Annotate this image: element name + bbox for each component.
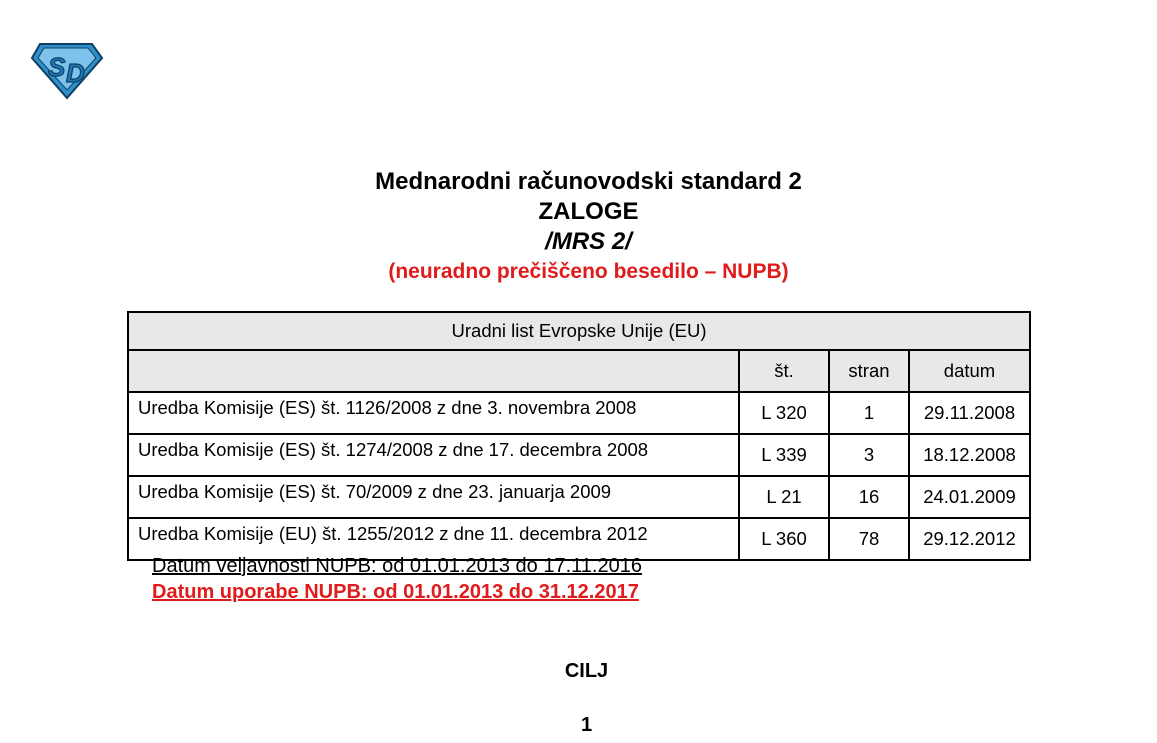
page-number: 78 xyxy=(829,518,909,560)
svg-text:D: D xyxy=(66,58,85,88)
journal-number: L 21 xyxy=(739,476,829,518)
page-number: 3 xyxy=(829,434,909,476)
document-subtitle: (neuradno prečiščeno besedilo – NUPB) xyxy=(388,260,789,283)
table-row xyxy=(128,476,1030,518)
table-row xyxy=(128,434,1030,476)
journal-number: L 339 xyxy=(739,434,829,476)
regulation-name: Uredba Komisije (ES) št. 70/2009 z dne 23. januarja 2009 xyxy=(128,476,739,518)
table-row xyxy=(128,392,1030,434)
publication-date: 29.11.2008 xyxy=(909,392,1030,434)
table-row xyxy=(128,518,1030,560)
journal-number: L 320 xyxy=(739,392,829,434)
regulation-name: Uredba Komisije (ES) št. 1274/2008 z dne 17. decembra 2008 xyxy=(128,434,739,476)
table-caption-row xyxy=(128,312,1030,350)
paragraph-number: 1 xyxy=(580,714,593,736)
column-header-stran: stran xyxy=(829,350,909,392)
regulation-name: Uredba Komisije (ES) št. 1126/2008 z dne 3. novembra 2008 xyxy=(128,392,739,434)
svg-text:S: S xyxy=(48,52,66,82)
page-number: 1 xyxy=(829,392,909,434)
usage-period: Datum uporabe NUPB: od 01.01.2013 do 31.12.2017 xyxy=(152,581,639,603)
journal-number: L 360 xyxy=(739,518,829,560)
section-heading: CILJ xyxy=(564,660,609,682)
table-header-row xyxy=(128,350,1030,392)
document-title: Mednarodni računovodski standard 2 xyxy=(375,168,802,195)
sd-shield-logo-icon xyxy=(30,40,104,100)
column-header-st: št. xyxy=(739,350,829,392)
regulations-table xyxy=(127,311,1031,561)
table-caption: Uradni list Evropske Unije (EU) xyxy=(128,312,1030,350)
document-code: /MRS 2/ xyxy=(545,228,632,255)
column-header-name xyxy=(128,350,739,392)
page-number: 16 xyxy=(829,476,909,518)
validity-period: Datum veljavnosti NUPB: od 01.01.2013 do 17.11.2016 xyxy=(152,555,642,577)
publication-date: 18.12.2008 xyxy=(909,434,1030,476)
publication-date: 24.01.2009 xyxy=(909,476,1030,518)
document-subject: ZALOGE xyxy=(538,198,639,225)
publication-date: 29.12.2012 xyxy=(909,518,1030,560)
column-header-datum: datum xyxy=(909,350,1030,392)
regulation-name: Uredba Komisije (EU) št. 1255/2012 z dne 11. decembra 2012 xyxy=(128,518,739,560)
